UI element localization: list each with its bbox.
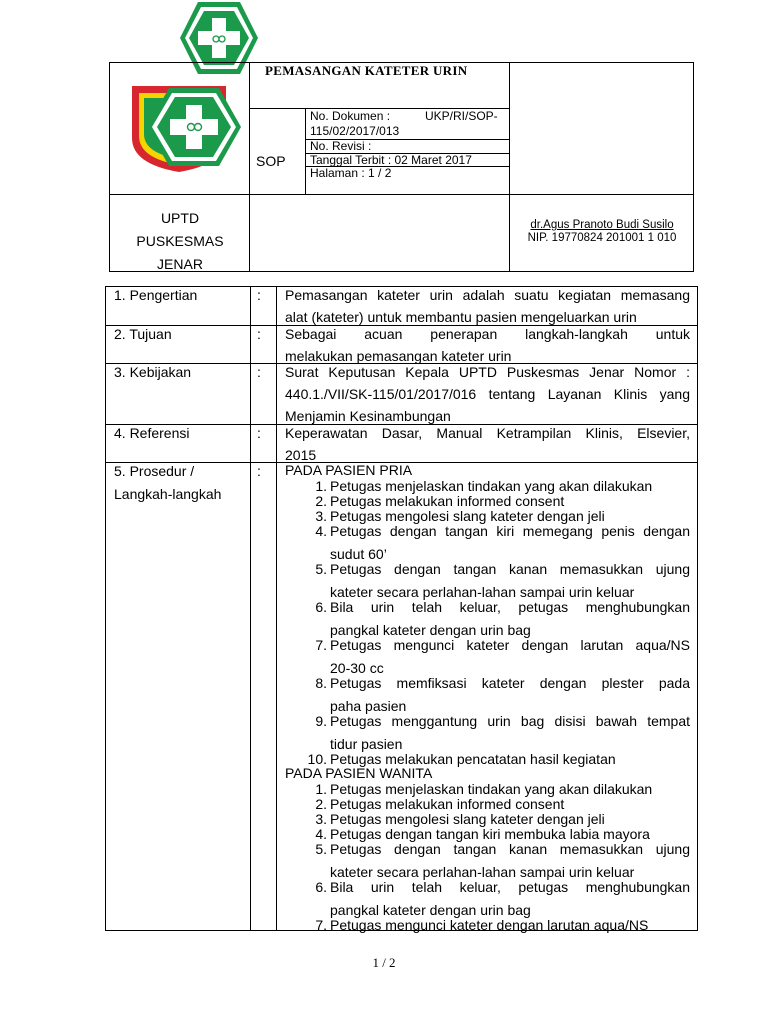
procedure-step [305, 560, 690, 602]
step-text-cont: sudut 60’ [330, 546, 387, 562]
step-number: 9. [315, 713, 327, 729]
step-text-cont: 20-30 cc [330, 660, 384, 676]
doc-number-label: No. Dokumen : [310, 109, 391, 123]
step-number: 10. [307, 751, 327, 767]
pria-heading: PADA PASIEN PRIA [285, 462, 413, 478]
section-referensi-text: Keperawatan Dasar, Manual Ketrampilan Klinis, Elsevier, 2015 [285, 425, 690, 463]
procedure-step [305, 712, 690, 754]
section-prosedur-label: 5. Prosedur / [114, 463, 195, 479]
step-text: Petugas memfiksasi kateter dengan plester pada [330, 675, 690, 691]
step-number: 6. [315, 599, 327, 615]
step-number: 7. [315, 917, 327, 933]
step-text: Petugas melakukan pencatatan hasil kegiatan [330, 751, 616, 767]
puskesmas-logo-emblem [145, 86, 243, 168]
step-number: 1. [315, 478, 327, 494]
step-number: 2. [315, 493, 327, 509]
document-title: PEMASANGAN KATETER URIN [265, 63, 468, 78]
step-text: Petugas melakukan informed consent [330, 493, 565, 509]
section-pengertian-label: 1. Pengertian [114, 287, 198, 303]
step-text: Petugas mengunci kateter dengan larutan aqua/NS [330, 917, 649, 933]
revision-number: No. Revisi : [310, 139, 372, 153]
signer-name: dr.Agus Pranoto Budi Susilo [530, 219, 674, 231]
step-text-cont: pangkal kateter dengan urin bag [330, 622, 531, 638]
step-number: 4. [315, 826, 327, 842]
step-text: Petugas mengolesi slang kateter dengan jeli [330, 508, 605, 524]
section-kebijakan-text: Surat Keputusan Kepala UPTD Puskesmas Jenar Nomor : 440.1./VII/SK-115/01/2017/016 tentang Layanan Klinis yang Menjamin Kesinambungan [285, 364, 690, 424]
step-text-cont: paha pasien [330, 698, 407, 714]
procedure-step [305, 522, 690, 564]
issue-date: Tanggal Terbit : 02 Maret 2017 [310, 153, 472, 167]
step-text: Petugas melakukan informed consent [330, 796, 565, 812]
section-tujuan-colon: : [257, 326, 261, 342]
step-number: 1. [315, 781, 327, 797]
unit-name-line1: UPTD [160, 210, 200, 226]
section-pengertian-colon: : [257, 287, 261, 303]
procedure-step [305, 878, 690, 920]
section-referensi-label: 4. Referensi [114, 425, 190, 441]
step-text: Petugas dengan tangan kanan memasukkan ujung [330, 841, 690, 857]
section-prosedur-label-cont: Langkah-langkah [114, 486, 222, 502]
step-text-cont: tidur pasien [330, 736, 403, 752]
page-count: Halaman : 1 / 2 [310, 166, 392, 180]
step-text: Petugas mengolesi slang kateter dengan jeli [330, 811, 605, 827]
step-text: Petugas dengan tangan kiri memegang penis dengan [330, 523, 690, 539]
step-text: Petugas menggantung urin bag disisi bawah tempat [330, 713, 690, 729]
section-kebijakan-label: 3. Kebijakan [114, 364, 192, 380]
section-kebijakan-colon: : [257, 364, 261, 380]
sop-label: SOP [256, 153, 286, 169]
step-text-cont: pangkal kateter dengan urin bag [330, 902, 531, 918]
procedure-step [305, 840, 690, 882]
step-text: Petugas mengunci kateter dengan larutan aqua/NS [330, 637, 690, 653]
step-text-cont: kateter secara perlahan-lahan sampai urin keluar [330, 584, 635, 600]
section-tujuan-text: Sebagai acuan penerapan langkah-langkah untuk melakukan pemasangan kateter urin [285, 326, 690, 364]
step-number: 6. [315, 879, 327, 895]
procedure-step [305, 916, 690, 935]
step-number: 3. [315, 811, 327, 827]
doc-number-value-cont: 115/02/2017/013 [310, 124, 400, 138]
procedure-step [305, 636, 690, 678]
section-tujuan-label: 2. Tujuan [114, 326, 172, 342]
step-text: Petugas menjelaskan tindakan yang akan dilakukan [330, 781, 653, 797]
step-number: 5. [315, 561, 327, 577]
step-number: 3. [315, 508, 327, 524]
wanita-heading: PADA PASIEN WANITA [285, 765, 433, 781]
procedure-step [305, 674, 690, 716]
step-number: 7. [315, 637, 327, 653]
step-number: 5. [315, 841, 327, 857]
doc-number-value: UKP/RI/SOP- [425, 109, 498, 123]
unit-name-line2: PUSKESMAS [136, 233, 224, 249]
section-pengertian-text: Pemasangan kateter urin adalah suatu kegiatan memasang alat (kateter) untuk membantu pasien mengeluarkan urin [285, 287, 690, 325]
step-number: 8. [315, 675, 327, 691]
step-text: Petugas dengan tangan kanan memasukkan ujung [330, 561, 690, 577]
procedure-step [305, 598, 690, 640]
step-text-cont: kateter secara perlahan-lahan sampai urin keluar [330, 864, 635, 880]
unit-name-line3: JENAR [157, 256, 203, 272]
section-prosedur-colon: : [257, 463, 261, 479]
section-referensi-colon: : [257, 425, 261, 441]
step-text: Petugas dengan tangan kiri membuka labia mayora [330, 826, 650, 842]
step-text: Petugas menjelaskan tindakan yang akan dilakukan [330, 478, 653, 494]
step-text: Bila urin telah keluar, petugas menghubungkan [330, 599, 690, 615]
step-number: 4. [315, 523, 327, 539]
page-number: 1 / 2 [372, 955, 396, 970]
step-text: Bila urin telah keluar, petugas menghubungkan [330, 879, 690, 895]
step-number: 2. [315, 796, 327, 812]
signer-nip: NIP. 19770824 201001 1 010 [527, 232, 677, 244]
